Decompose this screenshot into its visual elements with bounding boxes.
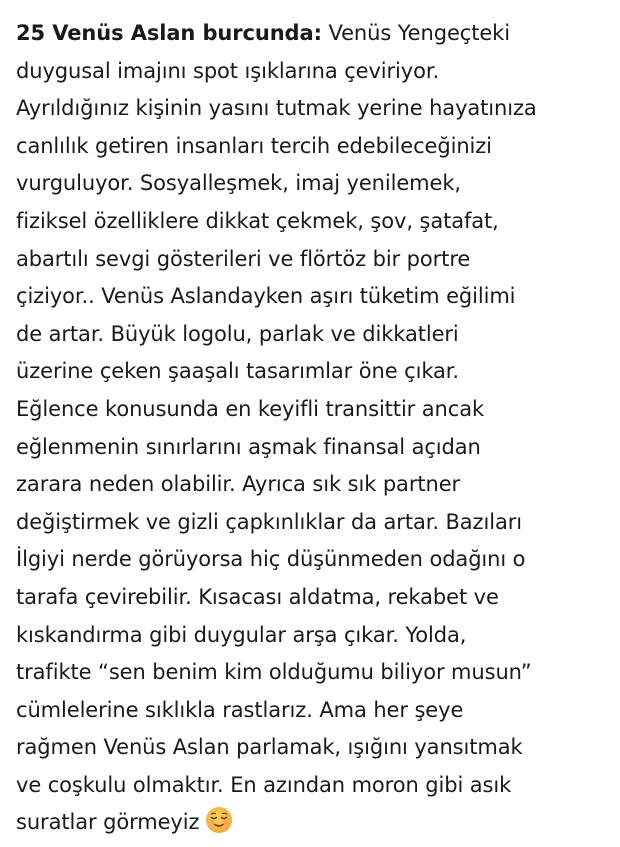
text-line: cümlelerine sıklıkla rastlarız. Ama her şeye <box>16 697 464 722</box>
post-text <box>16 15 616 847</box>
text-line: duygusal imajını spot ışıklarına çeviriyor. <box>16 58 440 83</box>
text-line: canlılık getiren insanları tercih edebileceğinizi <box>16 133 492 158</box>
text-line: Ayrıldığınız kişinin yasını tutmak yerine hayatınıza <box>16 96 537 121</box>
text-line: tarafa çevirebilir. Kısacası aldatma, rekabet ve <box>16 584 499 609</box>
text-line: vurguluyor. Sosyalleşmek, imaj yenilemek, <box>16 171 461 196</box>
text-line: çiziyor.. Venüs Aslandayken aşırı tüketim eğilimi <box>16 284 516 309</box>
text-line: Eğlence konusunda en keyifli transittir ancak <box>16 396 485 421</box>
text-line: İlgiyi nerde görüyorsa hiç düşünmeden odağını o <box>16 547 526 572</box>
text-line: üzerine çeken şaaşalı tasarımlar öne çıkar. <box>16 359 459 384</box>
text-line: eğlenmenin sınırlarını aşmak finansal açıdan <box>16 434 481 459</box>
text-line: rağmen Venüs Aslan parlamak, ışığını yansıtmak <box>16 735 523 760</box>
text-line: de artar. Büyük logolu, parlak ve dikkatleri <box>16 321 459 346</box>
text-line-last <box>16 804 616 847</box>
first-line-text: Venüs Yengeçteki <box>321 21 510 45</box>
text-line: abartılı sevgi gösterileri ve flörtöz bir portre <box>16 246 471 271</box>
text-line: fiziksel özelliklere dikkat çekmek, şov, şatafat, <box>16 208 499 233</box>
text-line: trafikte “sen benim kim olduğumu biliyor musun” <box>16 660 532 685</box>
last-line-text: suratlar görmeyiz <box>16 810 200 835</box>
post-heading: 25 Venüs Aslan burcunda: <box>16 21 322 45</box>
relieved-face-emoji-icon <box>205 806 233 847</box>
text-line: ve coşkulu olmaktır. En azından moron gibi asık <box>16 772 512 797</box>
text-line: değiştirmek ve gizli çapkınlıklar da artar. Bazıları <box>16 509 522 534</box>
text-line: zarara neden olabilir. Ayrıca sık sık partner <box>16 472 461 497</box>
text-line-1 <box>16 15 616 53</box>
text-line: kıskandırma gibi duygular arşa çıkar. Yolda, <box>16 622 467 647</box>
